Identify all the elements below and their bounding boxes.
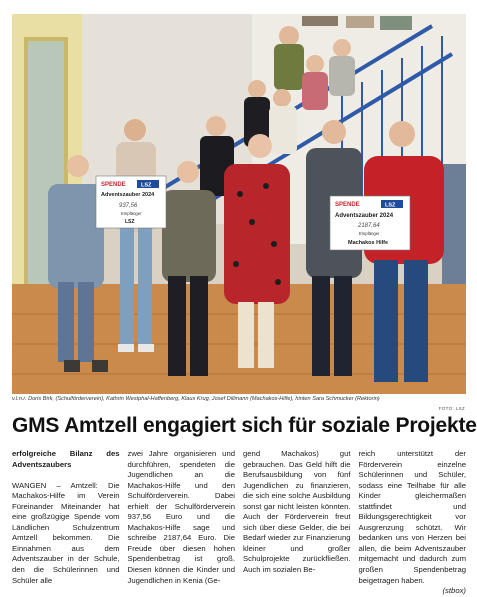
svg-text:LSZ: LSZ: [385, 202, 396, 209]
svg-text:LSZ: LSZ: [141, 182, 152, 189]
svg-text:LSZ: LSZ: [125, 219, 135, 225]
svg-text:Machakos Hilfe: Machakos Hilfe: [348, 240, 389, 246]
article-body: [12, 449, 466, 596]
article-paragraph: reich unterstützt der Förderverein einzelne Schülerinnen und Schüler, sodass eine Teilhabe für alle Kinder gleichermaßen stattfindet und Bildungsgerechtigkeit vor Ausgrenzung schützt. Wir bedanken uns von Herzen bei allen, die beim Adventszauber mitgemacht und dadurch zum großen Spendenbetrag beigetragen haben.: [358, 449, 466, 585]
article-lead: erfolgreiche Bilanz des Adventszaubers: [12, 449, 120, 469]
donation-sign-left: [96, 176, 166, 228]
article-column-3: [243, 449, 351, 575]
article-paragraph: zwei Jahre organisieren und durchführen, spendeten die Jugendlichen an die Machakos-Hilfe und den Schulförderverein. Dabei erhielt der Schulförderverein 937,56 Euro und die Machakos-Hilfe sage und schreibe 2187,64 Euro. Die Freude über diesen hohen Spendenbetrag ist groß. Diesen können die Kinder und Jugendlichen in Kenia (Ge-: [127, 449, 235, 585]
svg-text:Empfänger: Empfänger: [359, 231, 380, 236]
article-column-2: [127, 449, 236, 585]
group-photo: [12, 14, 466, 394]
svg-text:2187,64: 2187,64: [358, 223, 380, 229]
svg-text:Empfänger: Empfänger: [121, 211, 142, 216]
article-paragraph: WANGEN – Amtzell: Die Machakos-Hilfe im Verein Füreinander Miteinander hat eine großzügige Spende vom Ländlichen Schulzentrum Amtzell bekommen. Die Einnahmen aus dem Adventszauber in der Schule, den die Schülerinnen und Schüler alle: [12, 480, 120, 585]
author-signature: (stbox): [442, 586, 466, 596]
photo-caption: v.l.n.r. Doris Birk, (Schulförderverein), Kathrin Westphal-Haffenberg, Klaus Krug, Josef Dillmann (Machakos-Hilfe), hinten Sara Schmucker (Rektorin): [12, 396, 380, 402]
article-headline: GMS Amtzell engagiert sich für soziale Projekte: [12, 414, 477, 437]
article-column-1: [12, 449, 120, 585]
svg-text:937,56: 937,56: [119, 203, 138, 209]
svg-text:Adventszauber 2024: Adventszauber 2024: [101, 192, 155, 198]
donation-sign-right: [330, 196, 410, 250]
svg-text:SPENDE: SPENDE: [335, 202, 360, 208]
svg-text:Adventszauber 2024: Adventszauber 2024: [335, 213, 394, 219]
article-column-4: [358, 449, 467, 596]
article-paragraph: gend Machakos) gut gebrauchen. Das Geld hilft die Berufsausbildung von fünf Jugendlichen zu finanzieren, die sich eine solche Ausbildung sonst gar nicht leisten könnten. Auch der Förderverein freut sich über diese Gelder, die bei Bedarf wieder zur Finanzierung kleiner und großer Schulprojekte zurückfließen. Auch im sozialen Be-: [243, 449, 351, 575]
svg-text:SPENDE: SPENDE: [101, 182, 126, 188]
photo-credit: FOTO: LSZ: [438, 406, 465, 411]
